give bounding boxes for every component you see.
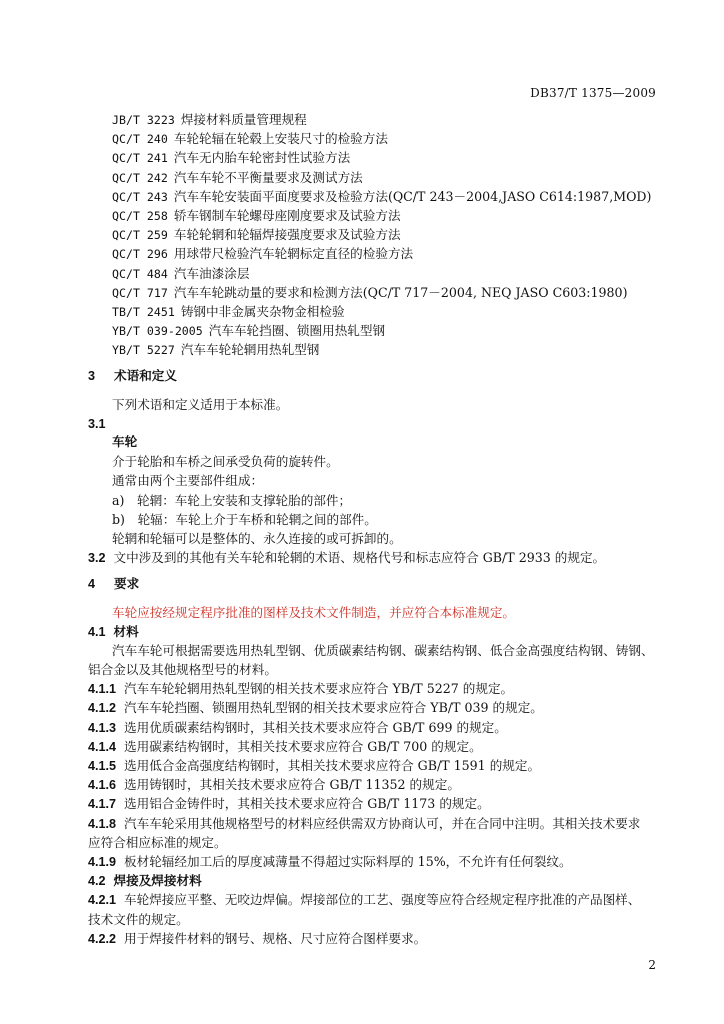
normative-references <box>88 110 664 359</box>
clause-number: 4.1.7 <box>88 797 117 812</box>
term-note: 轮辋和轮辐可以是整体的、永久连接的或可拆卸的。 <box>112 530 402 546</box>
reference-title: 汽车车轮不平衡量要求及测试方法 <box>173 169 363 185</box>
clause-number: 4.1.9 <box>88 854 117 869</box>
list-item-b: b) 轮辐：车轮上介于车桥和轮辋之间的部件。 <box>112 511 377 527</box>
clause-4-1-text-cont: 铝合金以及其他规格型号的材料。 <box>88 662 277 678</box>
reference-line <box>88 225 664 244</box>
clause-4-1-8 <box>88 814 664 833</box>
clause-4-1-text: 汽车车轮可根据需要选用热轧型钢、优质碳素结构钢、碳素结构钢、低合金高强度结构钢、铸钢、 <box>112 642 654 658</box>
reference-title: 车轮轮辐在轮毂上安装尺寸的检验方法 <box>173 131 388 147</box>
clause-4-2-2 <box>88 929 664 948</box>
clause-text: 选用低合金高强度结构钢时，其相关技术要求应符合 GB/T 1591 的规定。 <box>124 758 541 773</box>
clause-text: 选用碳素结构钢时，其相关技术要求应符合 GB/T 700 的规定。 <box>124 738 482 754</box>
clause-number: 4.2 <box>88 874 106 889</box>
clause-number: 4.1.2 <box>88 701 117 716</box>
reference-line <box>88 302 664 321</box>
reference-code: QC/T 258 <box>112 208 168 223</box>
clause-number: 4.1.4 <box>88 739 117 754</box>
requirement-highlight: 车轮应按经规定程序批准的图样及技术文件制造，并应符合本标准规定。 <box>112 604 515 620</box>
clause-text: 汽车车轮挡圈、锁圈用热轧型钢的相关技术要求应符合 YB/T 039 的规定。 <box>124 700 543 716</box>
clause-4-1 <box>88 622 664 641</box>
clause-4-2-1 <box>88 890 664 909</box>
reference-code: QC/T 241 <box>112 151 168 166</box>
section-number: 4 <box>88 577 96 592</box>
clause-text: 汽车车轮轮辋用热轧型钢的相关技术要求应符合 YB/T 5227 的规定。 <box>124 681 514 697</box>
section-title: 术语和定义 <box>114 369 177 384</box>
clause-4-2 <box>88 871 664 890</box>
clause-3-2 <box>88 548 664 567</box>
reference-line <box>88 168 664 187</box>
term-definition: 介于轮胎和车桥之间承受负荷的旋转件。 <box>112 454 339 470</box>
reference-code: YB/T 5227 <box>112 343 175 358</box>
clause-number: 4.2.2 <box>88 931 117 946</box>
clause-number: 4.1.8 <box>88 816 117 831</box>
clause-text: 车轮焊接应平整、无咬边焊偏。焊接部位的工艺、强度等应符合经规定程序批准的产品图样、 <box>124 892 641 908</box>
reference-code: QC/T 240 <box>112 132 168 147</box>
clause-title: 材料 <box>113 624 139 639</box>
clause-text: 选用铸钢时，其相关技术要求应符合 GB/T 11352 的规定。 <box>124 777 460 793</box>
clause-3-1 <box>88 414 664 433</box>
clause-text: 板材轮辐经加工后的厚度减薄量不得超过实际料厚的 15%，不允许有任何裂纹。 <box>124 853 572 869</box>
clause-number: 3.2 <box>88 551 106 566</box>
reference-line <box>88 206 664 225</box>
section-3-intro: 下列术语和定义适用于本标准。 <box>112 396 289 412</box>
reference-code: QC/T 242 <box>112 170 168 185</box>
reference-code: QC/T 484 <box>112 266 168 281</box>
reference-title: 汽车车轮跳动量的要求和检测方法(QC/T 717－2004, NEQ JASO C603:1980) <box>173 284 628 300</box>
reference-title: 焊接材料质量管理规程 <box>180 112 307 127</box>
document-body <box>88 110 664 948</box>
reference-code: TB/T 2451 <box>112 304 175 319</box>
clause-number: 4.2.1 <box>88 893 117 908</box>
reference-title: 汽车车轮安装面平面度要求及检验方法(QC/T 243－2004,JASO C614:1987,MOD) <box>173 188 652 204</box>
clause-number: 4.1.5 <box>88 759 117 773</box>
reference-code: QC/T 243 <box>112 189 168 204</box>
reference-line <box>88 187 664 206</box>
page-number: 2 <box>648 958 656 972</box>
reference-code: JB/T 3223 <box>112 113 175 127</box>
reference-line <box>88 340 664 359</box>
clause-number: 4.1.6 <box>88 778 117 793</box>
reference-title: 汽车无内胎车轮密封性试验方法 <box>173 150 351 166</box>
clause-text: 文中涉及到的其他有关车轮和轮辋的术语、规格代号和标志应符合 GB/T 2933 的规定。 <box>113 550 606 566</box>
clause-text: 汽车车轮采用其他规格型号的材料应经供需双方协商认可，并在合同中注明。其相关技术要求 <box>124 815 641 831</box>
section-number: 3 <box>88 369 96 384</box>
clause-title: 焊接及焊接材料 <box>113 874 202 889</box>
reference-line <box>88 321 664 340</box>
clause-4-1-9 <box>88 852 664 871</box>
section-title: 要求 <box>114 577 140 592</box>
clause-number: 4.1.1 <box>88 682 117 697</box>
clause-4-1-3 <box>88 718 664 737</box>
clause-text: 选用铝合金铸件时，其相关技术要求应符合 GB/T 1173 的规定。 <box>124 796 490 812</box>
clause-number: 3.1 <box>88 416 106 431</box>
reference-line <box>88 129 664 148</box>
section-3-heading <box>88 367 664 386</box>
clause-number: 4.1.3 <box>88 720 117 735</box>
reference-code: YB/T 039-2005 <box>112 324 203 339</box>
reference-title: 汽车车轮挡圈、锁圈用热轧型钢 <box>208 323 386 339</box>
reference-title: 汽车车轮轮辋用热轧型钢 <box>180 342 320 358</box>
reference-line <box>88 110 664 129</box>
reference-title: 汽车油漆涂层 <box>173 265 250 281</box>
term-composition: 通常由两个主要部件组成： <box>112 473 264 489</box>
reference-title: 轿车钢制车轮螺母座刚度要求及试验方法 <box>173 207 401 223</box>
clause-4-1-8-cont: 应符合相应标准的规定。 <box>88 834 227 850</box>
reference-title: 用球带尺检验汽车轮辋标定直径的检验方法 <box>173 246 414 262</box>
standard-header: DB37/T 1375—2009 <box>530 86 656 100</box>
reference-line <box>88 148 664 167</box>
reference-line <box>88 283 664 302</box>
clause-4-1-2 <box>88 698 664 717</box>
list-item-a: a) 轮辋：车轮上安装和支撑轮胎的部件； <box>112 492 352 508</box>
reference-title: 车轮轮辋和轮辐焊接强度要求及试验方法 <box>173 227 401 243</box>
clause-4-1-6 <box>88 775 664 794</box>
term-wheel: 车轮 <box>112 435 138 449</box>
clause-text: 用于焊接件材料的钢号、规格、尺寸应符合图样要求。 <box>124 930 427 946</box>
reference-line <box>88 264 664 283</box>
reference-code: QC/T 717 <box>112 285 168 300</box>
clause-4-1-4 <box>88 737 664 756</box>
clause-4-1-1 <box>88 679 664 698</box>
clause-4-1-5 <box>88 756 664 775</box>
reference-code: QC/T 296 <box>112 247 168 262</box>
clause-4-2-1-cont: 技术文件的规定。 <box>88 911 189 927</box>
clause-number: 4.1 <box>88 624 106 639</box>
reference-title: 铸钢中非金属夹杂物金相检验 <box>180 303 345 319</box>
reference-line <box>88 244 664 263</box>
section-4-heading <box>88 575 664 594</box>
clause-4-1-7 <box>88 794 664 813</box>
clause-text: 选用优质碳素结构钢时，其相关技术要求应符合 GB/T 699 的规定。 <box>124 719 507 735</box>
reference-code: QC/T 259 <box>112 228 168 243</box>
